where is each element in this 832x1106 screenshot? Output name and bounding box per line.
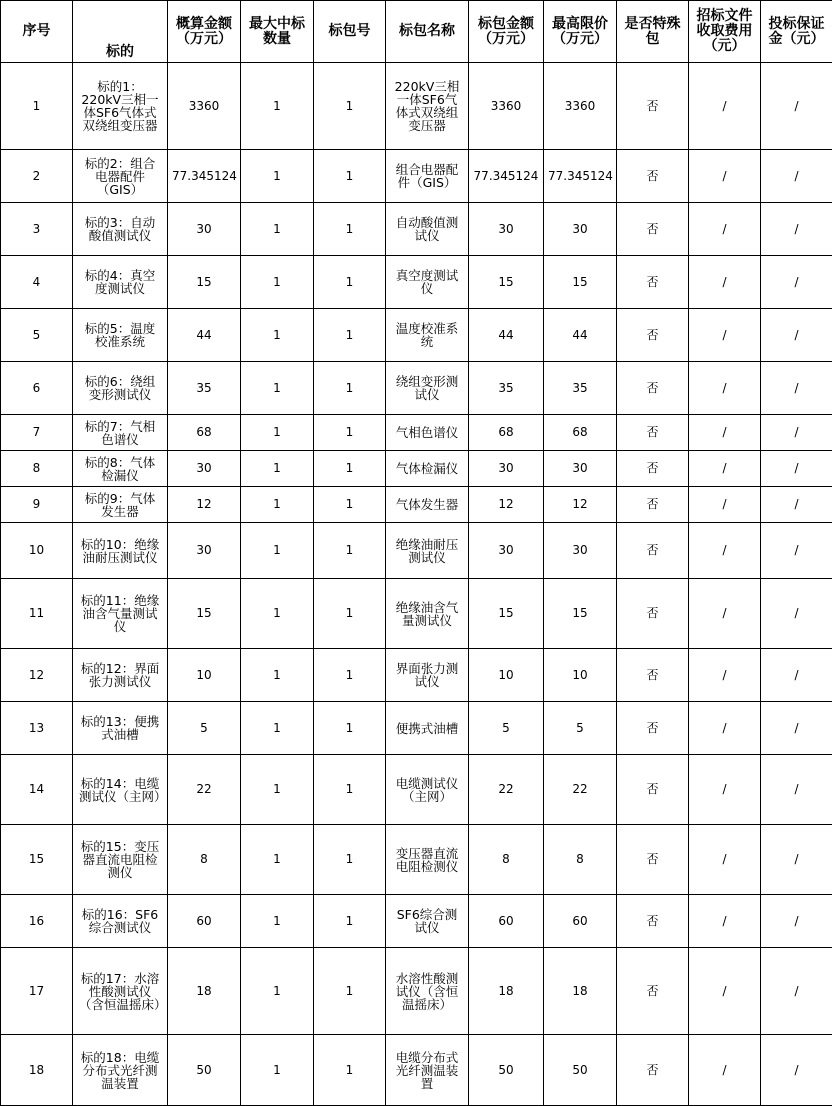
cell-target: 标的9：气体发生器 <box>73 487 168 523</box>
cell-pkg-name: 绕组变形测试仪 <box>386 362 469 415</box>
cell-max-win: 1 <box>241 256 314 309</box>
cell-budget: 68 <box>168 415 241 451</box>
cell-seq: 12 <box>1 649 73 702</box>
cell-seq: 18 <box>1 1035 73 1106</box>
table-row <box>1 415 832 451</box>
cell-special: 否 <box>617 309 689 362</box>
cell-doc-fee: / <box>689 256 761 309</box>
cell-target: 标的7：气相色谱仪 <box>73 415 168 451</box>
cell-pkg-name: 气相色谱仪 <box>386 415 469 451</box>
cell-max-win: 1 <box>241 649 314 702</box>
cell-pkg-no: 1 <box>314 203 386 256</box>
cell-seq: 14 <box>1 755 73 825</box>
cell-doc-fee: / <box>689 948 761 1035</box>
header-pkg-amount: 标包金额（万元） <box>469 1 544 63</box>
cell-doc-fee: / <box>689 579 761 649</box>
cell-max-price: 30 <box>544 523 617 579</box>
table-row <box>1 895 832 948</box>
cell-max-price: 5 <box>544 702 617 755</box>
cell-max-win: 1 <box>241 150 314 203</box>
cell-deposit: / <box>761 825 832 895</box>
cell-target: 标的4：真空度测试仪 <box>73 256 168 309</box>
cell-doc-fee: / <box>689 63 761 150</box>
cell-seq: 4 <box>1 256 73 309</box>
cell-doc-fee: / <box>689 895 761 948</box>
cell-pkg-no: 1 <box>314 895 386 948</box>
header-doc-fee: 招标文件收取费用（元） <box>689 1 761 63</box>
cell-target: 标的2：组合电器配件（GIS） <box>73 150 168 203</box>
cell-seq: 2 <box>1 150 73 203</box>
cell-max-price: 12 <box>544 487 617 523</box>
cell-pkg-name: 220kV三相一体SF6气体式双绕组变压器 <box>386 63 469 150</box>
cell-special: 否 <box>617 487 689 523</box>
cell-max-win: 1 <box>241 523 314 579</box>
cell-max-price: 68 <box>544 415 617 451</box>
cell-max-price: 22 <box>544 755 617 825</box>
cell-max-win: 1 <box>241 203 314 256</box>
cell-target: 标的18：电缆分布式光纤测温装置 <box>73 1035 168 1106</box>
cell-max-price: 15 <box>544 579 617 649</box>
cell-deposit: / <box>761 895 832 948</box>
cell-pkg-no: 1 <box>314 702 386 755</box>
cell-seq: 11 <box>1 579 73 649</box>
cell-pkg-no: 1 <box>314 309 386 362</box>
cell-deposit: / <box>761 362 832 415</box>
header-special: 是否特殊包 <box>617 1 689 63</box>
cell-pkg-name: SF6综合测试仪 <box>386 895 469 948</box>
table-row <box>1 579 832 649</box>
cell-pkg-no: 1 <box>314 755 386 825</box>
cell-pkg-amount: 18 <box>469 948 544 1035</box>
cell-max-win: 1 <box>241 702 314 755</box>
cell-deposit: / <box>761 309 832 362</box>
cell-pkg-no: 1 <box>314 579 386 649</box>
cell-max-win: 1 <box>241 948 314 1035</box>
cell-budget: 18 <box>168 948 241 1035</box>
cell-pkg-name: 便携式油槽 <box>386 702 469 755</box>
header-budget: 概算金额（万元） <box>168 1 241 63</box>
cell-budget: 30 <box>168 451 241 487</box>
cell-target: 标的10：绝缘油耐压测试仪 <box>73 523 168 579</box>
cell-seq: 13 <box>1 702 73 755</box>
cell-special: 否 <box>617 649 689 702</box>
cell-pkg-amount: 35 <box>469 362 544 415</box>
table-row <box>1 755 832 825</box>
cell-deposit: / <box>761 256 832 309</box>
cell-target: 标的6：绕组变形测试仪 <box>73 362 168 415</box>
header-deposit: 投标保证金（元） <box>761 1 832 63</box>
cell-doc-fee: / <box>689 451 761 487</box>
cell-pkg-amount: 30 <box>469 523 544 579</box>
cell-max-win: 1 <box>241 309 314 362</box>
cell-seq: 8 <box>1 451 73 487</box>
cell-doc-fee: / <box>689 523 761 579</box>
cell-pkg-name: 真空度测试仪 <box>386 256 469 309</box>
cell-deposit: / <box>761 1035 832 1106</box>
cell-doc-fee: / <box>689 487 761 523</box>
cell-special: 否 <box>617 755 689 825</box>
cell-doc-fee: / <box>689 755 761 825</box>
cell-pkg-no: 1 <box>314 362 386 415</box>
cell-max-win: 1 <box>241 362 314 415</box>
cell-target: 标的8：气体检漏仪 <box>73 451 168 487</box>
cell-seq: 15 <box>1 825 73 895</box>
cell-doc-fee: / <box>689 825 761 895</box>
cell-budget: 5 <box>168 702 241 755</box>
cell-doc-fee: / <box>689 203 761 256</box>
cell-pkg-no: 1 <box>314 649 386 702</box>
cell-pkg-amount: 3360 <box>469 63 544 150</box>
cell-pkg-amount: 50 <box>469 1035 544 1106</box>
cell-doc-fee: / <box>689 362 761 415</box>
cell-pkg-no: 1 <box>314 1035 386 1106</box>
cell-max-price: 30 <box>544 203 617 256</box>
cell-budget: 30 <box>168 523 241 579</box>
table-row <box>1 702 832 755</box>
cell-pkg-amount: 77.345124 <box>469 150 544 203</box>
cell-pkg-amount: 15 <box>469 579 544 649</box>
cell-pkg-name: 变压器直流电阻检测仪 <box>386 825 469 895</box>
cell-deposit: / <box>761 203 832 256</box>
table-row <box>1 63 832 150</box>
cell-target: 标的11：绝缘油含气量测试仪 <box>73 579 168 649</box>
cell-deposit: / <box>761 523 832 579</box>
cell-special: 否 <box>617 415 689 451</box>
cell-seq: 10 <box>1 523 73 579</box>
cell-target: 标的16：SF6综合测试仪 <box>73 895 168 948</box>
cell-seq: 16 <box>1 895 73 948</box>
cell-pkg-name: 自动酸值测试仪 <box>386 203 469 256</box>
table-row <box>1 825 832 895</box>
table-row <box>1 1035 832 1106</box>
cell-pkg-name: 绝缘油含气量测试仪 <box>386 579 469 649</box>
cell-doc-fee: / <box>689 649 761 702</box>
cell-seq: 6 <box>1 362 73 415</box>
cell-target: 标的15：变压器直流电阻检测仪 <box>73 825 168 895</box>
cell-pkg-no: 1 <box>314 487 386 523</box>
cell-max-win: 1 <box>241 579 314 649</box>
cell-budget: 15 <box>168 256 241 309</box>
header-pkg-name: 标包名称 <box>386 1 469 63</box>
table-row <box>1 948 832 1035</box>
cell-pkg-no: 1 <box>314 948 386 1035</box>
table-row <box>1 203 832 256</box>
cell-doc-fee: / <box>689 150 761 203</box>
cell-max-win: 1 <box>241 1035 314 1106</box>
cell-seq: 5 <box>1 309 73 362</box>
cell-pkg-amount: 60 <box>469 895 544 948</box>
cell-deposit: / <box>761 579 832 649</box>
cell-special: 否 <box>617 362 689 415</box>
cell-special: 否 <box>617 63 689 150</box>
table-body <box>1 63 832 1106</box>
header-max-price: 最高限价（万元） <box>544 1 617 63</box>
cell-pkg-name: 电缆测试仪（主网） <box>386 755 469 825</box>
cell-target: 标的13：便携式油槽 <box>73 702 168 755</box>
cell-max-win: 1 <box>241 415 314 451</box>
cell-pkg-no: 1 <box>314 63 386 150</box>
table-row <box>1 523 832 579</box>
cell-special: 否 <box>617 702 689 755</box>
cell-pkg-amount: 12 <box>469 487 544 523</box>
cell-max-price: 18 <box>544 948 617 1035</box>
cell-pkg-amount: 5 <box>469 702 544 755</box>
cell-special: 否 <box>617 451 689 487</box>
cell-budget: 30 <box>168 203 241 256</box>
cell-budget: 22 <box>168 755 241 825</box>
cell-max-price: 3360 <box>544 63 617 150</box>
cell-special: 否 <box>617 895 689 948</box>
cell-max-price: 10 <box>544 649 617 702</box>
header-seq: 序号 <box>1 1 73 63</box>
cell-budget: 12 <box>168 487 241 523</box>
cell-max-price: 35 <box>544 362 617 415</box>
cell-deposit: / <box>761 948 832 1035</box>
cell-deposit: / <box>761 415 832 451</box>
table-row <box>1 487 832 523</box>
cell-budget: 3360 <box>168 63 241 150</box>
table-row <box>1 256 832 309</box>
cell-max-price: 77.345124 <box>544 150 617 203</box>
cell-special: 否 <box>617 579 689 649</box>
header-pkg-no: 标包号 <box>314 1 386 63</box>
cell-max-price: 44 <box>544 309 617 362</box>
cell-budget: 60 <box>168 895 241 948</box>
cell-deposit: / <box>761 150 832 203</box>
cell-seq: 3 <box>1 203 73 256</box>
cell-pkg-amount: 30 <box>469 203 544 256</box>
cell-doc-fee: / <box>689 702 761 755</box>
cell-pkg-no: 1 <box>314 825 386 895</box>
cell-max-price: 60 <box>544 895 617 948</box>
cell-seq: 9 <box>1 487 73 523</box>
cell-pkg-no: 1 <box>314 523 386 579</box>
cell-budget: 35 <box>168 362 241 415</box>
cell-doc-fee: / <box>689 415 761 451</box>
cell-special: 否 <box>617 1035 689 1106</box>
cell-doc-fee: / <box>689 309 761 362</box>
header-target: 标的 <box>73 1 168 63</box>
cell-target: 标的17：水溶性酸测试仪（含恒温摇床） <box>73 948 168 1035</box>
cell-special: 否 <box>617 523 689 579</box>
cell-deposit: / <box>761 451 832 487</box>
table-row <box>1 649 832 702</box>
cell-deposit: / <box>761 487 832 523</box>
cell-pkg-amount: 30 <box>469 451 544 487</box>
cell-target: 标的12：界面张力测试仪 <box>73 649 168 702</box>
header-row <box>1 1 832 63</box>
cell-max-win: 1 <box>241 451 314 487</box>
cell-seq: 1 <box>1 63 73 150</box>
table-row <box>1 362 832 415</box>
cell-pkg-name: 气体检漏仪 <box>386 451 469 487</box>
cell-deposit: / <box>761 649 832 702</box>
cell-pkg-amount: 8 <box>469 825 544 895</box>
cell-max-win: 1 <box>241 895 314 948</box>
cell-special: 否 <box>617 203 689 256</box>
cell-max-win: 1 <box>241 825 314 895</box>
cell-pkg-name: 气体发生器 <box>386 487 469 523</box>
cell-pkg-no: 1 <box>314 415 386 451</box>
cell-pkg-amount: 68 <box>469 415 544 451</box>
cell-pkg-amount: 10 <box>469 649 544 702</box>
cell-pkg-amount: 15 <box>469 256 544 309</box>
cell-pkg-name: 界面张力测试仪 <box>386 649 469 702</box>
cell-target: 标的14：电缆测试仪（主网） <box>73 755 168 825</box>
cell-budget: 77.345124 <box>168 150 241 203</box>
cell-pkg-amount: 44 <box>469 309 544 362</box>
cell-target: 标的1：220kV三相一体SF6气体式双绕组变压器 <box>73 63 168 150</box>
cell-deposit: / <box>761 63 832 150</box>
table-row <box>1 451 832 487</box>
cell-budget: 8 <box>168 825 241 895</box>
cell-seq: 17 <box>1 948 73 1035</box>
cell-pkg-no: 1 <box>314 451 386 487</box>
cell-pkg-no: 1 <box>314 150 386 203</box>
cell-special: 否 <box>617 150 689 203</box>
cell-max-win: 1 <box>241 755 314 825</box>
cell-max-win: 1 <box>241 63 314 150</box>
cell-max-price: 30 <box>544 451 617 487</box>
cell-seq: 7 <box>1 415 73 451</box>
cell-special: 否 <box>617 825 689 895</box>
cell-pkg-name: 温度校准系统 <box>386 309 469 362</box>
cell-budget: 50 <box>168 1035 241 1106</box>
cell-max-win: 1 <box>241 487 314 523</box>
cell-budget: 10 <box>168 649 241 702</box>
cell-budget: 15 <box>168 579 241 649</box>
cell-pkg-name: 绝缘油耐压测试仪 <box>386 523 469 579</box>
cell-pkg-name: 水溶性酸测试仪（含恒温摇床） <box>386 948 469 1035</box>
table-row <box>1 150 832 203</box>
cell-pkg-name: 电缆分布式光纤测温装置 <box>386 1035 469 1106</box>
cell-max-price: 8 <box>544 825 617 895</box>
cell-pkg-no: 1 <box>314 256 386 309</box>
cell-pkg-name: 组合电器配件（GIS） <box>386 150 469 203</box>
cell-budget: 44 <box>168 309 241 362</box>
cell-max-price: 15 <box>544 256 617 309</box>
cell-special: 否 <box>617 256 689 309</box>
header-max-win: 最大中标数量 <box>241 1 314 63</box>
table-row <box>1 309 832 362</box>
cell-pkg-amount: 22 <box>469 755 544 825</box>
cell-target: 标的3：自动酸值测试仪 <box>73 203 168 256</box>
cell-doc-fee: / <box>689 1035 761 1106</box>
cell-deposit: / <box>761 702 832 755</box>
cell-deposit: / <box>761 755 832 825</box>
cell-target: 标的5：温度校准系统 <box>73 309 168 362</box>
cell-max-price: 50 <box>544 1035 617 1106</box>
cell-special: 否 <box>617 948 689 1035</box>
